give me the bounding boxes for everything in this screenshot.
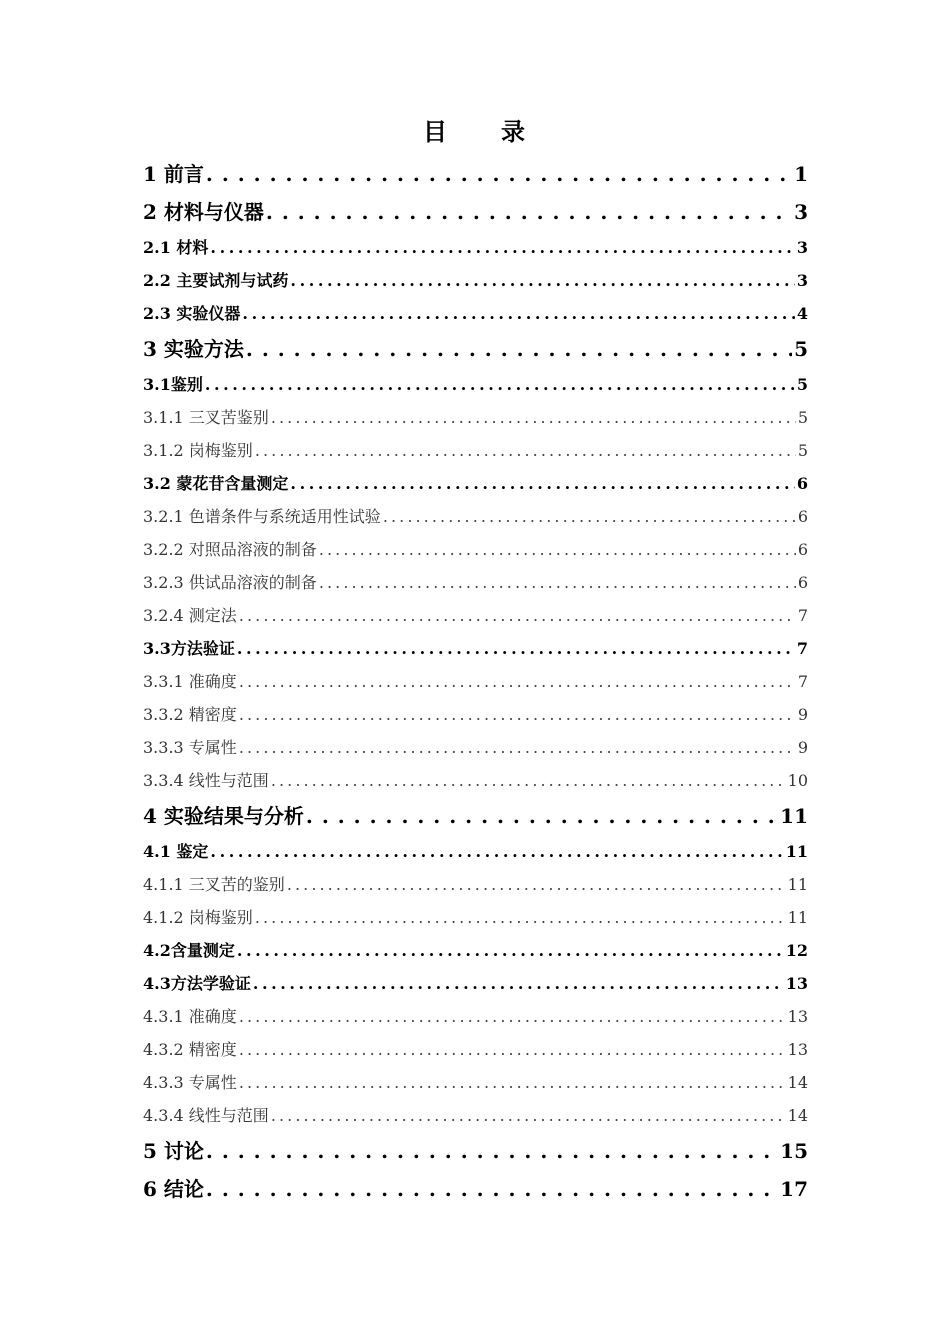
toc-entry-label: 3.2.4 测定法 xyxy=(143,606,237,625)
toc-entry-page-number: 3 xyxy=(796,238,808,257)
toc-entry-label: 3.3.1 准确度 xyxy=(143,672,237,691)
toc-entry[interactable] xyxy=(143,368,808,401)
toc-entry-page-number: 7 xyxy=(796,639,808,658)
toc-entry-label: 4.3.1 准确度 xyxy=(143,1007,237,1026)
toc-entry-label: 4 实验结果与分析 xyxy=(143,804,304,828)
dot-leader xyxy=(255,434,796,467)
toc-entry-label: 1 前言 xyxy=(143,162,204,186)
toc-entry-page-number: 6 xyxy=(797,540,808,559)
toc-entry[interactable] xyxy=(143,231,808,264)
toc-entry-page-number: 9 xyxy=(797,738,808,757)
dot-leader xyxy=(239,1033,786,1066)
toc-entry-page-number: 15 xyxy=(780,1139,808,1163)
toc-entry[interactable] xyxy=(143,599,808,632)
toc-entry-page-number: 4 xyxy=(796,304,808,323)
toc-entry-page-number: 5 xyxy=(796,375,808,394)
dot-leader xyxy=(383,500,796,533)
toc-entry[interactable] xyxy=(143,155,808,193)
toc-entry-label: 4.1.1 三叉苦的鉴别 xyxy=(143,875,285,894)
dot-leader xyxy=(287,868,786,901)
dot-leader xyxy=(237,632,795,665)
toc-entry-label: 3.3.2 精密度 xyxy=(143,705,237,724)
toc-entry[interactable] xyxy=(143,1170,808,1208)
toc-entry[interactable] xyxy=(143,797,808,835)
toc-entry-page-number: 12 xyxy=(785,941,808,960)
toc-entry-label: 3 实验方法 xyxy=(143,337,244,361)
toc-entry[interactable] xyxy=(143,764,808,797)
toc-list xyxy=(143,155,808,1208)
toc-entry[interactable] xyxy=(143,731,808,764)
toc-entry[interactable] xyxy=(143,193,808,231)
toc-entry[interactable] xyxy=(143,297,808,330)
toc-entry-page-number: 3 xyxy=(796,271,808,290)
toc-entry-label: 6 结论 xyxy=(143,1177,204,1201)
toc-entry-page-number: 1 xyxy=(794,162,808,186)
dot-leader xyxy=(206,1170,778,1208)
dot-leader xyxy=(210,835,783,868)
dot-leader xyxy=(210,231,794,264)
toc-entry-page-number: 17 xyxy=(780,1177,808,1201)
dot-leader xyxy=(246,330,792,368)
toc-entry-page-number: 5 xyxy=(797,441,808,460)
toc-entry-label: 2 材料与仪器 xyxy=(143,200,264,224)
dot-leader xyxy=(206,1132,778,1170)
dot-leader xyxy=(290,467,794,500)
toc-entry-page-number: 5 xyxy=(794,337,808,361)
toc-entry-label: 2.1 材料 xyxy=(143,238,209,257)
toc-entry[interactable] xyxy=(143,533,808,566)
toc-entry[interactable] xyxy=(143,1132,808,1170)
toc-entry-page-number: 14 xyxy=(787,1106,808,1125)
toc-entry-page-number: 11 xyxy=(785,842,808,861)
toc-entry[interactable] xyxy=(143,698,808,731)
dot-leader xyxy=(266,193,792,231)
toc-entry-page-number: 7 xyxy=(797,606,808,625)
dot-leader xyxy=(253,967,784,1000)
toc-entry[interactable] xyxy=(143,665,808,698)
dot-leader xyxy=(239,1066,786,1099)
toc-entry[interactable] xyxy=(143,401,808,434)
toc-entry-page-number: 6 xyxy=(797,573,808,592)
toc-entry[interactable] xyxy=(143,835,808,868)
toc-entry[interactable] xyxy=(143,967,808,1000)
toc-entry[interactable] xyxy=(143,500,808,533)
toc-entry-label: 3.2.3 供试品溶液的制备 xyxy=(143,573,317,592)
toc-entry-label: 2.2 主要试剂与试药 xyxy=(143,271,289,290)
dot-leader xyxy=(205,368,795,401)
toc-entry-page-number: 14 xyxy=(787,1073,808,1092)
toc-entry-page-number: 6 xyxy=(797,507,808,526)
toc-entry[interactable] xyxy=(143,1099,808,1132)
toc-entry-label: 2.3 实验仪器 xyxy=(143,304,241,323)
dot-leader xyxy=(239,698,796,731)
dot-leader xyxy=(271,764,786,797)
toc-entry-label: 3.1鉴别 xyxy=(143,375,203,394)
toc-entry[interactable] xyxy=(143,934,808,967)
toc-entry[interactable] xyxy=(143,330,808,368)
dot-leader xyxy=(239,731,796,764)
toc-entry-label: 3.1.2 岗梅鉴别 xyxy=(143,441,253,460)
toc-entry-page-number: 3 xyxy=(794,200,808,224)
toc-entry-page-number: 7 xyxy=(797,672,808,691)
dot-leader xyxy=(206,155,792,193)
dot-leader xyxy=(290,264,794,297)
toc-entry-page-number: 6 xyxy=(796,474,808,493)
toc-entry[interactable] xyxy=(143,901,808,934)
toc-entry-label: 4.3方法学验证 xyxy=(143,974,251,993)
toc-entry-page-number: 9 xyxy=(797,705,808,724)
toc-entry-label: 3.2.2 对照品溶液的制备 xyxy=(143,540,317,559)
toc-entry-label: 4.3.2 精密度 xyxy=(143,1040,237,1059)
dot-leader xyxy=(239,665,796,698)
toc-entry-label: 4.1.2 岗梅鉴别 xyxy=(143,908,253,927)
toc-entry[interactable] xyxy=(143,434,808,467)
dot-leader xyxy=(319,566,796,599)
toc-entry-label: 3.2 蒙花苷含量测定 xyxy=(143,474,289,493)
dot-leader xyxy=(271,1099,786,1132)
toc-entry-page-number: 11 xyxy=(787,875,808,894)
toc-title: 目 录 xyxy=(423,118,527,146)
toc-entry[interactable] xyxy=(143,1066,808,1099)
dot-leader xyxy=(271,401,796,434)
toc-entry-page-number: 13 xyxy=(785,974,808,993)
toc-entry-page-number: 5 xyxy=(797,408,808,427)
dot-leader xyxy=(237,934,784,967)
toc-entry-label: 3.3方法验证 xyxy=(143,639,235,658)
toc-entry-label: 3.3.4 线性与范围 xyxy=(143,771,269,790)
dot-leader xyxy=(242,297,794,330)
toc-entry-label: 5 讨论 xyxy=(143,1139,204,1163)
dot-leader xyxy=(319,533,796,566)
toc-entry-label: 4.2含量测定 xyxy=(143,941,235,960)
toc-entry[interactable] xyxy=(143,566,808,599)
dot-leader xyxy=(255,901,786,934)
toc-entry[interactable] xyxy=(143,1000,808,1033)
toc-entry-label: 3.2.1 色谱条件与系统适用性试验 xyxy=(143,507,381,526)
toc-entry-page-number: 10 xyxy=(787,771,808,790)
dot-leader xyxy=(239,599,796,632)
toc-entry[interactable] xyxy=(143,1033,808,1066)
toc-entry-page-number: 13 xyxy=(787,1040,808,1059)
toc-entry[interactable] xyxy=(143,264,808,297)
toc-entry[interactable] xyxy=(143,868,808,901)
toc-entry-page-number: 11 xyxy=(787,908,808,927)
toc-entry-page-number: 13 xyxy=(787,1007,808,1026)
toc-entry-page-number: 11 xyxy=(780,804,808,828)
toc-entry[interactable] xyxy=(143,632,808,665)
toc-entry[interactable] xyxy=(143,467,808,500)
toc-entry-label: 4.3.3 专属性 xyxy=(143,1073,237,1092)
dot-leader xyxy=(239,1000,786,1033)
toc-entry-label: 4.1 鉴定 xyxy=(143,842,209,861)
toc-entry-label: 3.1.1 三叉苦鉴别 xyxy=(143,408,269,427)
toc-entry-label: 3.3.3 专属性 xyxy=(143,738,237,757)
toc-entry-label: 4.3.4 线性与范围 xyxy=(143,1106,269,1125)
dot-leader xyxy=(306,797,778,835)
